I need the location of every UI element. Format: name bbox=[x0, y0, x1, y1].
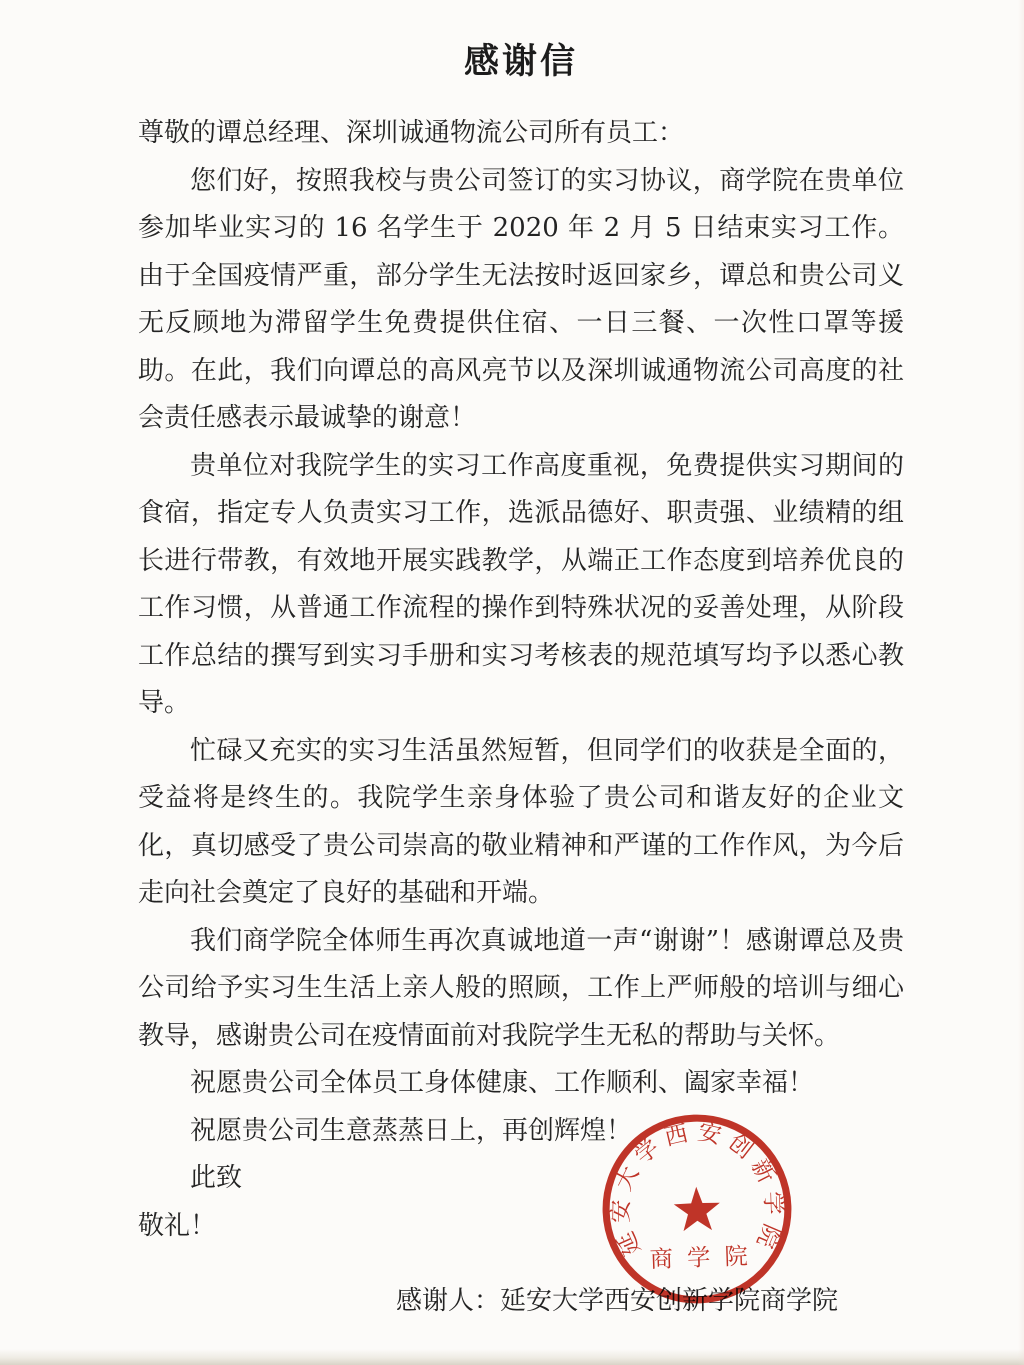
letter-paragraph-1: 您们好，按照我校与贵公司签订的实习协议，商学院在贵单位参加毕业实习的 16 名学生于 2020 年 2 月 5 日结束实习工作。由于全国疫情严重，部分学生无法按时返回家乡，谭总和贵公司义无反顾地为滞留学生免费提供住宿、一日三餐、一次性口罩等援助。在此，我们向谭总的高风亮节以及深圳诚通物流公司高度的社会责任感表示最诚挚的谢意！ bbox=[138, 165, 904, 433]
letter-salutation: 尊敬的谭总经理、深圳诚通物流公司所有员工： bbox=[138, 118, 685, 148]
letter-title: 感谢信 bbox=[463, 41, 578, 82]
scan-edge-right bbox=[1018, 0, 1024, 1365]
seal-graphic bbox=[592, 1101, 801, 1318]
letter-paragraph-2: 贵单位对我院学生的实习工作高度重视，免费提供实习期间的食宿，指定专人负责实习工作，选派品德好、职责强、业绩精的组长进行带教，有效地开展实践教学，从端正工作态度到培养优良的工作习惯，从普通工作流程的操作到特殊状况的妥善处理，从阶段工作总结的撰写到实习手册和实习考核表的规范填写均予以悉心教导。 bbox=[138, 450, 904, 718]
closing-respectfully: 此致 bbox=[190, 1163, 243, 1193]
letter-wish-line-2: 祝愿贵公司生意蒸蒸日上，再创辉煌！ bbox=[190, 1115, 633, 1146]
signature-name: 延安大学西安创新学院商学院 bbox=[500, 1286, 839, 1316]
closing-salute: 敬礼！ bbox=[138, 1210, 217, 1241]
seal-star-icon bbox=[673, 1186, 721, 1231]
letter-wish-line-1: 祝愿贵公司全体员工身体健康、工作顺利、阖家幸福！ bbox=[190, 1068, 815, 1098]
signature-label: 感谢人： bbox=[396, 1286, 501, 1316]
seal-ring-text-content: 延安大学西安创新学院 bbox=[607, 1118, 788, 1260]
scan-edge-bottom bbox=[0, 1349, 1024, 1365]
official-seal-stamp bbox=[592, 1101, 801, 1318]
letter-paragraph-4: 我们商学院全体师生再次真诚地道一声“谢谢”！感谢谭总及贵公司给予实习生生活上亲人般的照顾，工作上严师般的培训与细心教导，感谢贵公司在疫情面前对我院学生无私的帮助与关怀。 bbox=[138, 925, 904, 1051]
letter-paragraph-3: 忙碌又充实的实习生活虽然短暂，但同学们的收获是全面的，受益将是终生的。我院学生亲身体验了贵公司和谐友好的企业文化，真切感受了贵公司崇高的敬业精神和严谨的工作作风，为今后走向社会奠定了良好的基础和开端。 bbox=[138, 735, 904, 908]
seal-bottom-text: 商学院 bbox=[649, 1242, 763, 1274]
